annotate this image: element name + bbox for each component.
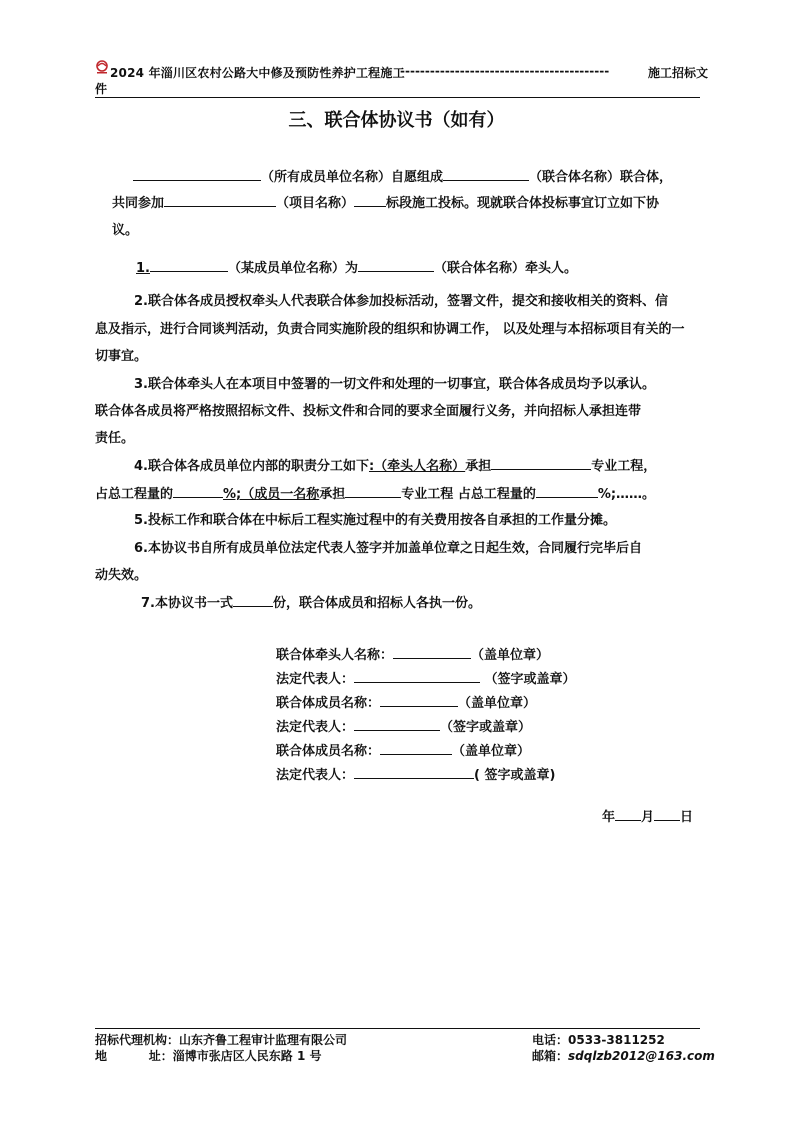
signature-blank[interactable] xyxy=(354,668,480,683)
blank-field[interactable] xyxy=(536,483,598,498)
blank-field[interactable] xyxy=(233,592,273,607)
blank-field[interactable] xyxy=(443,166,529,181)
signature-blank[interactable] xyxy=(380,740,452,755)
blank-field[interactable] xyxy=(491,455,591,470)
intro-line-1: （所有成员单位名称）自愿组成 （联合体名称）联合体， xyxy=(133,166,672,185)
blank-field[interactable] xyxy=(345,483,401,498)
item-6-line-1: 6.本协议书自所有成员单位法定代表人签字并加盖单位章之日起生效，合同履行完毕后自 xyxy=(134,541,642,556)
signature-row: 法定代表人： ( 签字或盖章) xyxy=(276,764,555,783)
header-title: 2024 年淄川区农村公路大中修及预防性养护工程施工 xyxy=(110,66,405,80)
signature-row: 法定代表人： （签字或盖章） xyxy=(276,668,576,687)
signature-row: 联合体成员名称： （盖单位章） xyxy=(276,692,536,711)
blank-field[interactable] xyxy=(354,192,386,207)
header-dashes: ------------------------------------------ xyxy=(400,64,610,78)
item-3-line-2: 联合体各成员将严格按照招标文件、投标文件和合同的要求全面履行义务，并向招标人承担连带 xyxy=(95,404,642,419)
footer-agency: 招标代理机构：山东齐鲁工程审计监理有限公司 xyxy=(95,1033,348,1047)
item-1: 1. （某成员单位名称）为 （联合体名称）牵头人。 xyxy=(136,257,577,276)
intro-line-3: 议。 xyxy=(112,223,139,238)
company-logo-icon xyxy=(95,60,109,74)
item-2-line-2: 息及指示，进行合同谈判活动，负责合同实施阶段的组织和协调工作， 以及处理与本招标项目有关的一 xyxy=(95,322,685,337)
intro-line-2: 共同参加 （项目名称） 标段施工投标。现就联合体投标事宜订立如下协 xyxy=(112,192,659,211)
header-divider xyxy=(95,97,700,98)
blank-field[interactable] xyxy=(164,192,276,207)
footer-email: 邮箱：sdqlzb2012@163.com xyxy=(532,1049,715,1063)
month-blank[interactable] xyxy=(615,806,641,821)
signature-blank[interactable] xyxy=(354,716,440,731)
blank-field[interactable] xyxy=(150,257,228,272)
day-blank[interactable] xyxy=(654,806,680,821)
item-4-line-2: 占总工程量的 %;（成员一名称承担 专业工程 占总工程量的 %;……。 xyxy=(95,483,655,502)
signature-row: 法定代表人： （签字或盖章） xyxy=(276,716,531,735)
item-6-line-2: 动失效。 xyxy=(95,568,148,583)
blank-field[interactable] xyxy=(358,257,434,272)
blank-field[interactable] xyxy=(173,483,223,498)
item-4-line-1: 4.联合体各成员单位内部的职责分工如下:（牵头人名称）承担 专业工程， xyxy=(134,455,656,474)
footer-address: 地 址：淄博市张店区人民东路 1 号 xyxy=(95,1049,322,1063)
item-5: 5.投标工作和联合体在中标后工程实施过程中的有关费用按各自承担的工作量分摊。 xyxy=(134,513,616,528)
signature-blank[interactable] xyxy=(354,764,474,779)
item-3-line-3: 责任。 xyxy=(95,431,135,446)
header-continuation: 件 xyxy=(95,82,108,96)
signature-blank[interactable] xyxy=(393,644,471,659)
item-2-line-3: 切事宜。 xyxy=(95,349,148,364)
date-line: 年 月 日 xyxy=(602,806,693,825)
signature-blank[interactable] xyxy=(380,692,458,707)
item-2-line-1: 2.联合体各成员授权牵头人代表联合体参加投标活动，签署文件，提交和接收相关的资料、信 xyxy=(134,294,668,309)
footer-phone: 电话：0533-3811252 xyxy=(532,1033,665,1047)
item-3-line-1: 3.联合体牵头人在本项目中签署的一切文件和处理的一切事宜，联合体各成员均予以承认。 xyxy=(134,377,655,392)
blank-field[interactable] xyxy=(133,166,261,181)
header-right: 施工招标文 xyxy=(648,66,709,80)
item-7: 7.本协议书一式 份，联合体成员和招标人各执一份。 xyxy=(141,592,481,611)
signature-row: 联合体牵头人名称： （盖单位章） xyxy=(276,644,549,663)
signature-row: 联合体成员名称： （盖单位章） xyxy=(276,740,530,759)
document-title: 三、联合体协议书（如有） xyxy=(288,110,505,131)
footer-divider xyxy=(95,1028,700,1029)
